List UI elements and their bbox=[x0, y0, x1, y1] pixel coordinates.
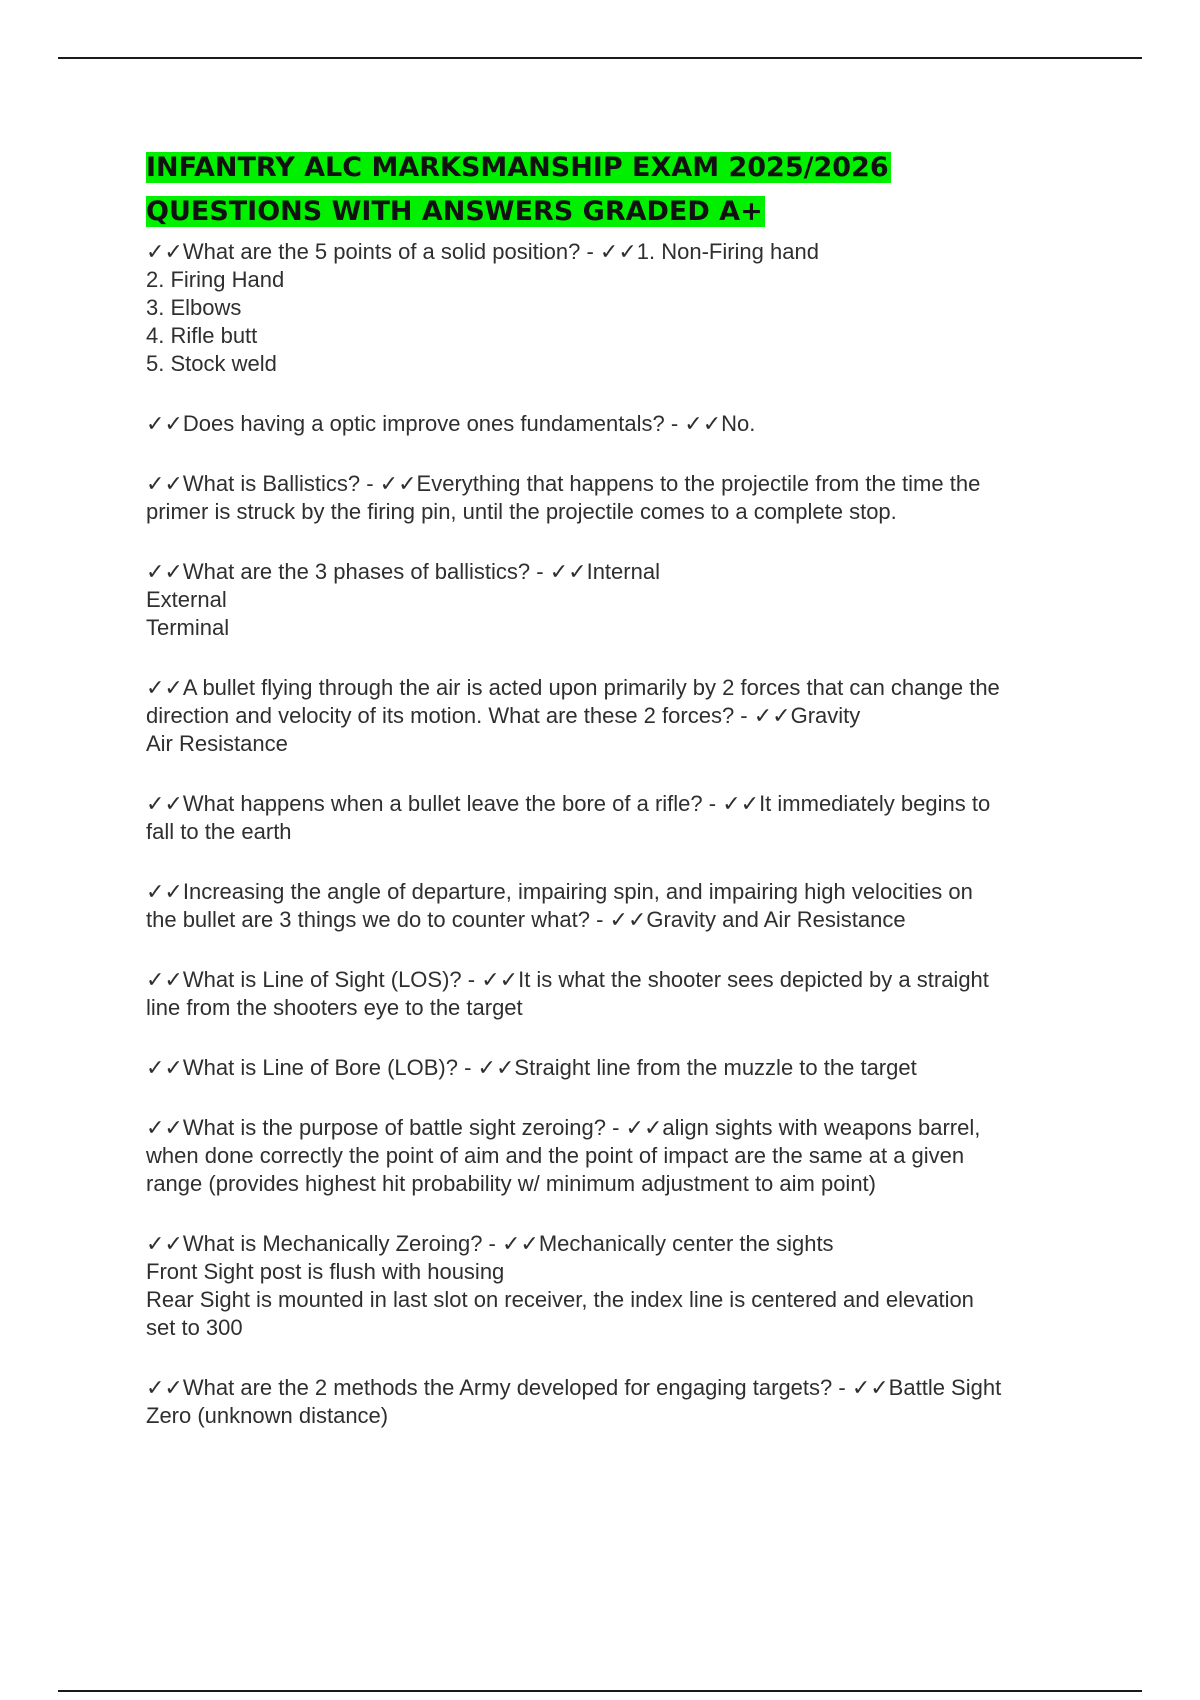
question-text: ✓✓What is Line of Bore (LOB)? - ✓✓Straight line from the muzzle to the target bbox=[146, 1055, 917, 1080]
header-rule bbox=[58, 57, 1142, 59]
answer-line: Terminal bbox=[146, 615, 230, 640]
qa-item bbox=[146, 410, 1096, 438]
qa-item bbox=[146, 790, 1096, 846]
answer-line: Front Sight post is flush with housing bbox=[146, 1259, 505, 1284]
qa-item bbox=[146, 1374, 1096, 1430]
question-text: ✓✓Increasing the angle of departure, impairing spin, and impairing high velocities on bbox=[146, 879, 973, 904]
question-text: ✓✓What is Ballistics? - ✓✓Everything that happens to the projectile from the time the bbox=[146, 471, 981, 496]
answer-line: External bbox=[146, 587, 227, 612]
answer-line: Rear Sight is mounted in last slot on receiver, the index line is centered and elevation bbox=[146, 1287, 974, 1312]
answer-line: the bullet are 3 things we do to counter what? - ✓✓Gravity and Air Resistance bbox=[146, 907, 906, 932]
answer-line: direction and velocity of its motion. What are these 2 forces? - ✓✓Gravity bbox=[146, 703, 861, 728]
document-body bbox=[146, 146, 1096, 1462]
qa-item bbox=[146, 1114, 1096, 1198]
footer-rule bbox=[58, 1690, 1142, 1692]
question-text: ✓✓Does having a optic improve ones fundamentals? - ✓✓No. bbox=[146, 411, 756, 436]
document-title bbox=[146, 146, 1096, 234]
question-text: ✓✓What is the purpose of battle sight zeroing? - ✓✓align sights with weapons barrel, bbox=[146, 1115, 981, 1140]
answer-line: Air Resistance bbox=[146, 731, 288, 756]
question-text: ✓✓What is Line of Sight (LOS)? - ✓✓It is what the shooter sees depicted by a straight bbox=[146, 967, 989, 992]
answer-line: line from the shooters eye to the target bbox=[146, 995, 523, 1020]
question-text: ✓✓What happens when a bullet leave the bore of a rifle? - ✓✓It immediately begins to bbox=[146, 791, 991, 816]
qa-item bbox=[146, 1230, 1096, 1342]
qa-item bbox=[146, 558, 1096, 642]
answer-line: when done correctly the point of aim and the point of impact are the same at a given bbox=[146, 1143, 965, 1168]
title-line-2: QUESTIONS WITH ANSWERS GRADED A+ bbox=[146, 196, 763, 227]
qa-item bbox=[146, 966, 1096, 1022]
answer-line: Zero (unknown distance) bbox=[146, 1403, 389, 1428]
qa-item bbox=[146, 674, 1096, 758]
qa-item bbox=[146, 238, 1096, 378]
answer-line: primer is struck by the firing pin, until the projectile comes to a complete stop. bbox=[146, 499, 897, 524]
question-text: ✓✓A bullet flying through the air is acted upon primarily by 2 forces that can change the bbox=[146, 675, 1000, 700]
answer-line: set to 300 bbox=[146, 1315, 243, 1340]
answer-line: 4. Rifle butt bbox=[146, 323, 258, 348]
answer-line: 5. Stock weld bbox=[146, 351, 277, 376]
qa-item bbox=[146, 1054, 1096, 1082]
qa-item bbox=[146, 878, 1096, 934]
question-text: ✓✓What are the 3 phases of ballistics? - ✓✓Internal bbox=[146, 559, 660, 584]
answer-line: 3. Elbows bbox=[146, 295, 242, 320]
answer-line: range (provides highest hit probability w/ minimum adjustment to aim point) bbox=[146, 1171, 876, 1196]
qa-item bbox=[146, 470, 1096, 526]
question-text: ✓✓What are the 2 methods the Army developed for engaging targets? - ✓✓Battle Sight bbox=[146, 1375, 1002, 1400]
title-line-1: INFANTRY ALC MARKSMANSHIP EXAM 2025/2026 bbox=[146, 152, 889, 183]
question-text: ✓✓What are the 5 points of a solid position? - ✓✓1. Non-Firing hand bbox=[146, 239, 819, 264]
question-answer-list bbox=[146, 238, 1096, 1430]
answer-line: fall to the earth bbox=[146, 819, 292, 844]
answer-line: 2. Firing Hand bbox=[146, 267, 285, 292]
question-text: ✓✓What is Mechanically Zeroing? - ✓✓Mechanically center the sights bbox=[146, 1231, 834, 1256]
